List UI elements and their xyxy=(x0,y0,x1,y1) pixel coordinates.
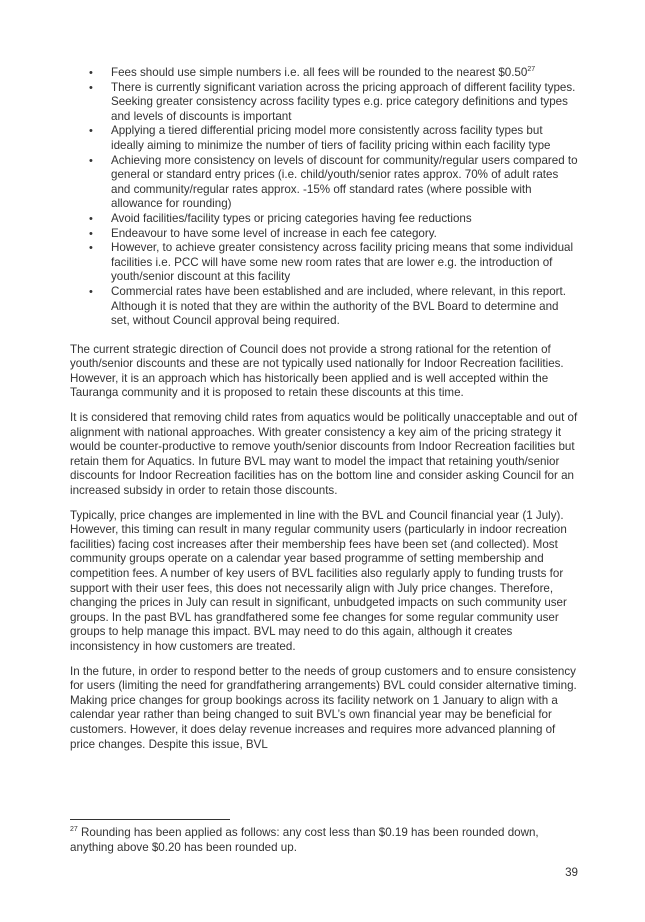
bullet-text: Avoid facilities/facility types or pricing categories having fee reductions xyxy=(111,211,472,225)
body-paragraph: Typically, price changes are implemented in line with the BVL and Council financial year (1 July). However, this timing can result in many regular community users (particularly in indoor recreation facilities) facing cost increases after their membership fees have been set (and collected). Most community groups operate on a calendar year based programme of setting membership and competition fees. A number of key users of BVL facilities also regularly apply to funding trusts for support with their user fees, this does not necessarily align with July price changes. Therefore, changing the prices in July can result in significant, unbudgeted impacts on such community user groups. In the past BVL has grandfathered some fee changes for some regular community user groups to help manage this impact. BVL may need to do this again, although it creates inconsistency in how customers are treated. xyxy=(70,508,567,653)
bullet-list xyxy=(70,66,578,329)
page-content xyxy=(70,66,578,762)
bullet-icon: • xyxy=(89,242,93,255)
bullet-text: Achieving more consistency on levels of discount for community/regular users compared to general or standard entry prices (i.e. child/youth/senior rates approx. 70% of adult rates and community/regular rates approx. -15% off standard rates (where possible with allowance for rounding) xyxy=(111,153,578,211)
bullet-icon: • xyxy=(89,285,93,298)
bullet-text: Applying a tiered differential pricing model more consistently across facility types but ideally aiming to minimize the number of tiers of facility pricing within each facility type xyxy=(111,124,551,152)
bullet-item xyxy=(70,241,578,285)
bullet-icon: • xyxy=(89,67,93,79)
footnote-number: 27 xyxy=(70,826,78,834)
page-number: 39 xyxy=(565,866,578,879)
bullet-text: There is currently significant variation across the pricing approach of different facility types. Seeking greater consistency across facility types e.g. price category definitions and types and levels of discounts is important xyxy=(111,80,576,123)
bullet-item xyxy=(70,154,578,212)
footnote xyxy=(70,826,580,855)
bullet-text: Endeavour to have some level of increase in each fee category. xyxy=(111,226,437,240)
bullet-icon: • xyxy=(89,227,93,240)
bullet-item xyxy=(70,124,578,153)
bullet-text: However, to achieve greater consistency across facility pricing means that some individual facilities i.e. PCC will have some new room rates that are lower e.g. the introduction of youth/senior discount at this facility xyxy=(111,241,574,284)
footnote-text: Rounding has been applied as follows: any cost less than $0.19 has been rounded down, anything above $0.20 has been rounded up. xyxy=(70,826,539,854)
bullet-item xyxy=(70,285,578,329)
bullet-icon: • xyxy=(89,125,93,138)
bullet-text: Commercial rates have been established and are included, where relevant, in this report. Although it is noted that they are within the authority of the BVL Board to determine and set, without Council approval being required. xyxy=(111,284,566,328)
bullet-icon: • xyxy=(89,81,93,94)
body-paragraph: In the future, in order to respond better to the needs of group customers and to ensure consistency for users (limiting the need for grandfathering arrangements) BVL could consider alternative timing. Making price changes for group bookings across its facility network on 1 January to align with a calendar year rather than being changed to suit BVL’s own financial year may be beneficial for customers. However, it does delay revenue increases and requires more advanced planning of price changes. Despite this issue, BVL xyxy=(70,664,577,751)
bullet-icon: • xyxy=(89,154,93,167)
bullet-item xyxy=(70,66,578,81)
footnote-ref: 27 xyxy=(527,66,536,74)
body-paragraph: The current strategic direction of Council does not provide a strong rational for the retention of youth/senior discounts and these are not typically used nationally for Indoor Recreation facilities. However, it is an approach which has historically been applied and is well accepted within the Tauranga community and it is proposed to retain these discounts at this time. xyxy=(70,342,564,400)
bullet-text: Fees should use simple numbers i.e. all fees will be rounded to the nearest $0.50 xyxy=(111,66,528,79)
bullet-item xyxy=(70,227,578,242)
bullet-item xyxy=(70,212,578,227)
body-paragraph: It is considered that removing child rates from aquatics would be politically unacceptable and out of alignment with national approaches. With greater consistency a key aim of the pricing strategy it would be counter-productive to remove youth/senior discounts from Indoor Recreation facilities but retain them for Aquatics. In future BVL may want to model the impact that retaining youth/senior discounts for Indoor Recreation facilities has on the bottom line and consider asking Council for an increased subsidy in order to retain those discounts. xyxy=(70,411,578,498)
bullet-item xyxy=(70,81,578,125)
bullet-icon: • xyxy=(89,212,93,225)
footnote-divider xyxy=(70,819,230,820)
